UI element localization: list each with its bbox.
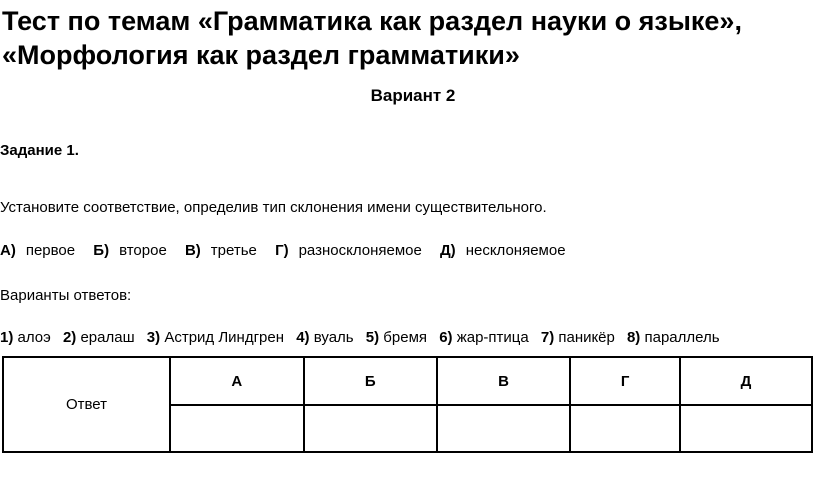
option-d	[440, 242, 566, 259]
answer-row-label: Ответ	[3, 357, 170, 452]
option-v	[185, 242, 257, 259]
option-text: третье	[210, 242, 257, 259]
option-letter: Д)	[440, 242, 456, 259]
word-number: 5)	[365, 329, 380, 346]
option-a	[0, 242, 75, 259]
word-text: алоэ	[17, 329, 51, 346]
word-number: 2)	[62, 329, 77, 346]
answers-label: Варианты ответов:	[0, 287, 132, 304]
answer-cell-a[interactable]	[170, 405, 304, 452]
option-text: второе	[119, 242, 167, 259]
word-item	[439, 329, 529, 346]
option-text: разносклоняемое	[298, 242, 422, 259]
word-number: 7)	[540, 329, 555, 346]
table-header-row	[3, 357, 812, 405]
option-letter: А)	[0, 242, 16, 259]
title-line-2: «Морфология как раздел грамматики»	[2, 40, 520, 70]
option-text: несклоняемое	[465, 242, 566, 259]
option-b	[93, 242, 167, 259]
task-instruction: Установите соответствие, определив тип склонения имени существительного.	[0, 199, 547, 216]
word-text: ералаш	[80, 329, 135, 346]
option-letter: Б)	[93, 242, 110, 259]
answer-cell-g[interactable]	[570, 405, 679, 452]
column-header-d: Д	[680, 357, 812, 405]
word-item	[147, 329, 284, 346]
word-item	[296, 329, 353, 346]
option-g	[275, 242, 422, 259]
variant-heading: Вариант 2	[370, 86, 456, 105]
answer-cell-d[interactable]	[680, 405, 812, 452]
option-letter: Г)	[275, 242, 289, 259]
word-text: Астрид Линдгрен	[164, 329, 285, 346]
column-header-g: Г	[570, 357, 679, 405]
declension-options	[0, 242, 580, 259]
word-text: паникёр	[558, 329, 615, 346]
column-header-b: Б	[304, 357, 437, 405]
word-list	[0, 329, 728, 346]
word-number: 8)	[626, 329, 641, 346]
title-line-1: Тест по темам «Грамматика как раздел науки о языке»,	[2, 6, 742, 36]
word-number: 3)	[146, 329, 161, 346]
word-item	[627, 329, 720, 346]
word-number: 4)	[296, 329, 310, 346]
word-item	[0, 329, 51, 346]
document-title	[2, 4, 812, 72]
answer-cell-b[interactable]	[304, 405, 437, 452]
word-item	[63, 329, 135, 346]
task-heading: Задание 1.	[0, 142, 79, 159]
word-text: вуаль	[313, 329, 354, 346]
answer-cell-v[interactable]	[437, 405, 571, 452]
column-header-a: А	[170, 357, 304, 405]
option-letter: В)	[184, 242, 201, 259]
option-text: первое	[25, 242, 76, 259]
word-number: 6)	[439, 329, 453, 346]
word-item	[541, 329, 615, 346]
column-header-v: В	[437, 357, 571, 405]
answer-table	[2, 356, 813, 453]
word-item	[366, 329, 427, 346]
word-text: бремя	[383, 329, 428, 346]
word-text: жар-птица	[456, 329, 529, 346]
word-number: 1)	[0, 329, 14, 346]
word-text: параллель	[644, 329, 720, 346]
